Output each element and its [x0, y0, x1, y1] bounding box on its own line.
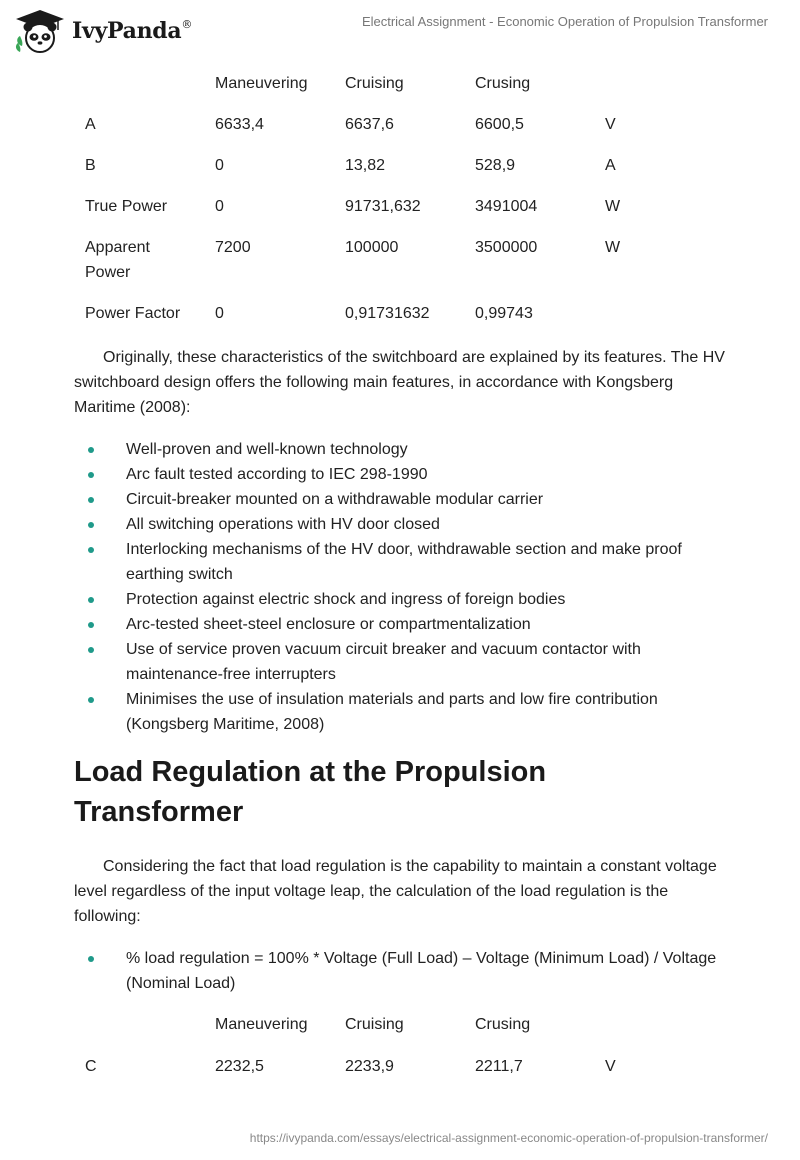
table-cell: 0	[215, 305, 224, 322]
table-cell: 3500000	[475, 239, 538, 256]
table-header-cell: Maneuvering	[215, 75, 308, 92]
power-characteristics-table	[0, 70, 800, 341]
bullet-dot-icon	[88, 622, 94, 628]
table-cell: 91731,632	[345, 198, 421, 215]
list-item-text: Circuit-breaker mounted on a withdrawable modular carrier	[126, 491, 544, 508]
table-cell: True Power	[85, 198, 168, 215]
list-item	[74, 512, 734, 537]
bullet-dot-icon	[88, 497, 94, 503]
table-cell: Apparent Power	[85, 239, 150, 281]
table-cell: Power Factor	[85, 305, 181, 322]
table-header-row	[0, 1011, 800, 1053]
ivypanda-logo[interactable]	[14, 8, 192, 54]
document-title: Electrical Assignment - Economic Operation of Propulsion Transformer	[361, 14, 768, 29]
table-cell: 0,91731632	[345, 305, 430, 322]
list-item	[74, 437, 734, 462]
table-cell: W	[605, 198, 621, 215]
paragraph-text: Originally, these characteristics of the switchboard are explained by its features. The HV switchboard design offers the following main features, in accordance with Kongsberg Maritime (2008):	[74, 349, 725, 416]
table-header-cell: Cruising	[345, 1016, 404, 1033]
table-cell: 3491004	[475, 198, 538, 215]
list-item	[74, 612, 734, 637]
table-cell: 6600,5	[475, 116, 524, 133]
list-item-text: Interlocking mechanisms of the HV door, withdrawable section and make proof earthing switch	[126, 541, 682, 583]
list-item	[74, 637, 734, 687]
list-item	[74, 587, 734, 612]
table-row	[0, 1053, 800, 1094]
list-item-text: Well-proven and well-known technology	[126, 441, 408, 458]
list-item-text: All switching operations with HV door closed	[126, 516, 440, 533]
table-cell: 100000	[345, 239, 399, 256]
table-cell: C	[85, 1058, 97, 1075]
table-header-cell: Crusing	[475, 75, 531, 92]
bullet-dot-icon	[88, 522, 94, 528]
table-header-cell: Maneuvering	[215, 1016, 308, 1033]
table-row	[0, 193, 800, 234]
table-cell: 528,9	[475, 157, 516, 174]
body-paragraph	[74, 854, 734, 929]
list-item-text: Use of service proven vacuum circuit breaker and vacuum contactor with maintenance-free interrupters	[126, 641, 641, 683]
source-url-link[interactable]: https://ivypanda.com/essays/electrical-assignment-economic-operation-of-propulsion-transformer/	[249, 1131, 768, 1145]
formula-list	[74, 946, 734, 996]
table-row	[0, 152, 800, 193]
bullet-dot-icon	[88, 697, 94, 703]
table-row	[0, 300, 800, 341]
list-item-text: Minimises the use of insulation materials and parts and low fire contribution (Kongsberg Maritime, 2008)	[126, 691, 658, 733]
page-header	[0, 0, 800, 64]
list-item	[74, 487, 734, 512]
table-header-row	[0, 70, 800, 111]
table-cell: 6633,4	[215, 116, 264, 133]
bullet-dot-icon	[88, 472, 94, 478]
table-cell: 2211,7	[475, 1058, 523, 1075]
table-header-cell: Cruising	[345, 75, 404, 92]
features-list	[74, 437, 734, 737]
table-cell: 2232,5	[215, 1058, 264, 1075]
list-item	[74, 946, 734, 996]
body-paragraph	[74, 345, 734, 420]
table-cell: V	[605, 116, 616, 133]
list-item	[74, 537, 734, 587]
list-item	[74, 687, 734, 737]
table-cell: 2233,9	[345, 1058, 394, 1075]
list-item-text: Arc fault tested according to IEC 298-1990	[126, 466, 428, 483]
bullet-dot-icon	[88, 547, 94, 553]
table-cell: V	[605, 1058, 616, 1075]
table-cell: W	[605, 239, 621, 256]
table-cell: 0	[215, 198, 224, 215]
table-cell: 13,82	[345, 157, 386, 174]
list-item-text: % load regulation = 100% * Voltage (Full Load) – Voltage (Minimum Load) / Voltage (Nominal Load)	[126, 950, 717, 992]
table-cell: 0,99743	[475, 305, 533, 322]
table-header-cell: Crusing	[475, 1016, 531, 1033]
table-cell: A	[605, 157, 616, 174]
list-item-text: Arc-tested sheet-steel enclosure or compartmentalization	[126, 616, 531, 633]
table-cell: 6637,6	[345, 116, 394, 133]
list-item-text: Protection against electric shock and ingress of foreign bodies	[126, 591, 566, 608]
section-heading: Load Regulation at the Propulsion Transformer	[74, 756, 547, 828]
table-row	[0, 111, 800, 152]
table-cell: 7200	[215, 239, 251, 256]
logo-wordmark: IvyPanda®	[72, 17, 193, 44]
bullet-dot-icon	[88, 597, 94, 603]
bullet-dot-icon	[88, 447, 94, 453]
bullet-dot-icon	[88, 956, 94, 962]
panda-graduate-icon	[14, 8, 66, 54]
table-cell: B	[85, 157, 96, 174]
list-item	[74, 462, 734, 487]
bullet-dot-icon	[88, 647, 94, 653]
table-row	[0, 234, 800, 300]
voltage-table	[0, 1011, 800, 1094]
table-cell: 0	[215, 157, 224, 174]
paragraph-text: Considering the fact that load regulation is the capability to maintain a constant voltage level regardless of the input voltage leap, the calculation of the load regulation is the following:	[74, 858, 717, 925]
table-cell: A	[85, 116, 96, 133]
